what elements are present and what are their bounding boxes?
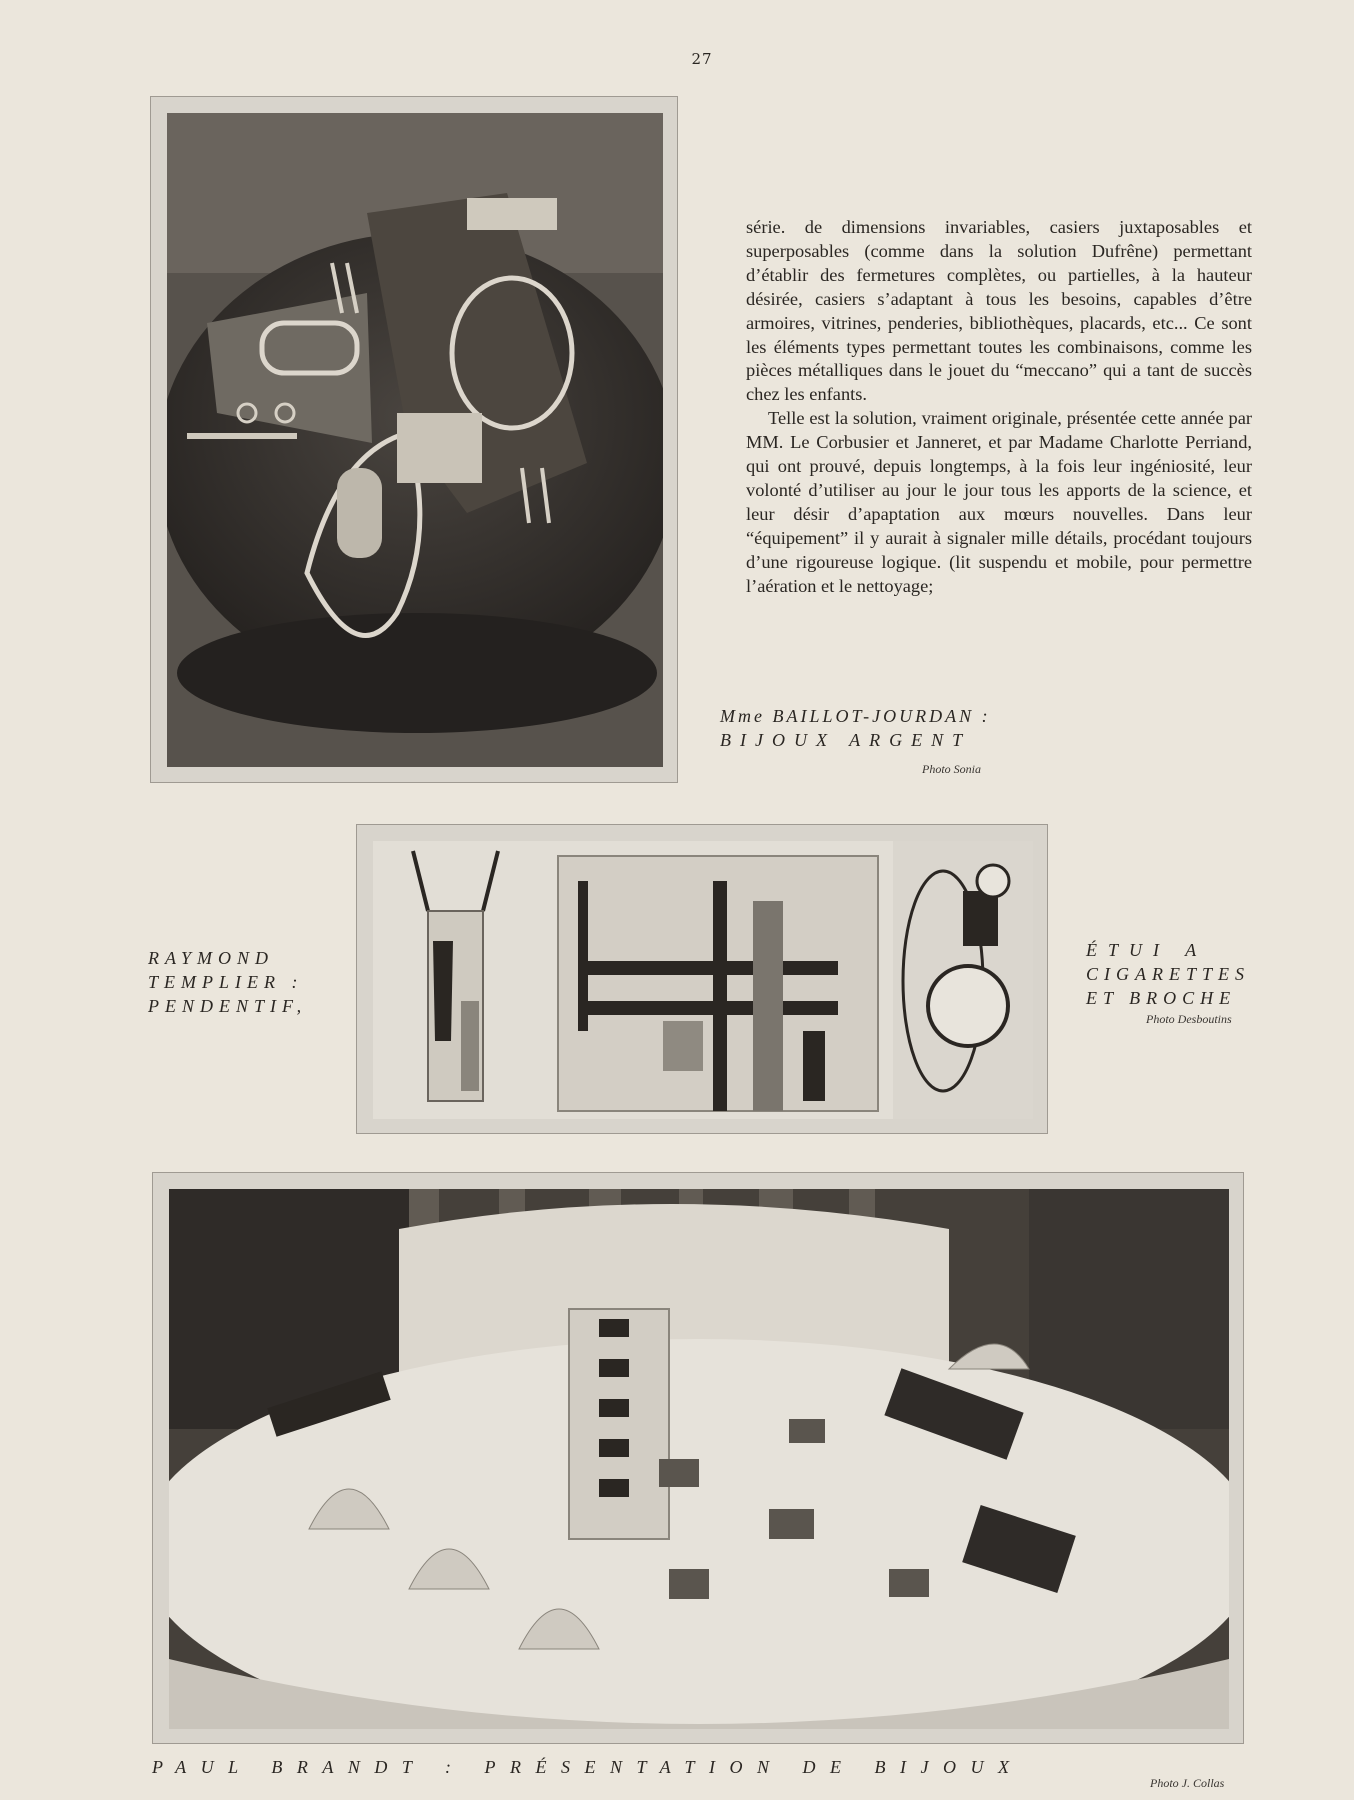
caption-etui-line2: CIGARETTES	[1086, 964, 1251, 984]
caption-etui-line3: ET BROCHE	[1086, 988, 1237, 1008]
page-number: 27	[691, 50, 713, 68]
photo-baillot-jewelry	[167, 113, 663, 767]
caption-baillot-line1: Mme BAILLOT-JOURDAN :	[720, 706, 991, 726]
credit-etui: Photo Desboutins	[1146, 1012, 1232, 1026]
caption-etui-line1: ÉTUI A	[1086, 940, 1208, 960]
caption-templier-line2: TEMPLIER :	[148, 972, 304, 992]
caption-templier-line1: RAYMOND	[148, 948, 275, 968]
photo-frame-baillot	[150, 96, 678, 783]
photo-frame-templier	[356, 824, 1048, 1134]
photo-brandt-display	[169, 1189, 1229, 1729]
caption-etui	[1086, 938, 1326, 1010]
article-body	[746, 216, 1252, 599]
caption-baillot-line2: BIJOUX ARGENT	[720, 730, 972, 750]
caption-brandt-line1: PAUL BRANDT : PRÉSENTATION DE BIJOUX	[152, 1757, 1024, 1777]
caption-brandt	[152, 1755, 1252, 1779]
brandt-display-illustration	[169, 1189, 1229, 1729]
caption-templier	[148, 946, 348, 1018]
jewelry-table-illustration	[167, 113, 663, 767]
caption-templier-line3: PENDENTIF,	[148, 996, 308, 1016]
article-paragraph: série. de dimensions invariables, casiers juxtaposables et superposables (comme dans la solution Dufrêne) permettant d’établir des fermetures complètes, ou partielles, à la hauteur désirée, casiers s’adaptant à tous les besoins, capables d’être armoires, vitrines, penderies, bibliothèques, placards, etc... Ce sont les éléments types permettant toutes les combinaisons, comme les pièces métalliques dans le jouet du “meccano” qui a tant de succès chez les enfants.	[746, 217, 1252, 405]
credit-baillot: Photo Sonia	[922, 762, 981, 776]
article-paragraph: Telle est la solution, vraiment originale, présentée cette année par MM. Le Corbusier et Janneret, et par Madame Charlotte Perriand, qui ont prouvé, depuis longtemps, à la fois leur ingéniosité, leur volonté d’utiliser au jour le jour tous les apports de la science, et leur désir d’apaptation aux mœurs nouvelles. Dans leur “équipement” il y aurait à signaler mille détails, procédant toujours d’une rigoureuse logique. (lit suspendu et mobile, pour permettre l’aération et le nettoyage;	[746, 408, 1252, 596]
photo-templier-pieces	[373, 841, 1033, 1119]
photo-frame-brandt	[152, 1172, 1244, 1744]
caption-baillot	[720, 704, 1020, 752]
templier-pieces-illustration	[373, 841, 1033, 1119]
credit-brandt: Photo J. Collas	[1150, 1776, 1225, 1790]
